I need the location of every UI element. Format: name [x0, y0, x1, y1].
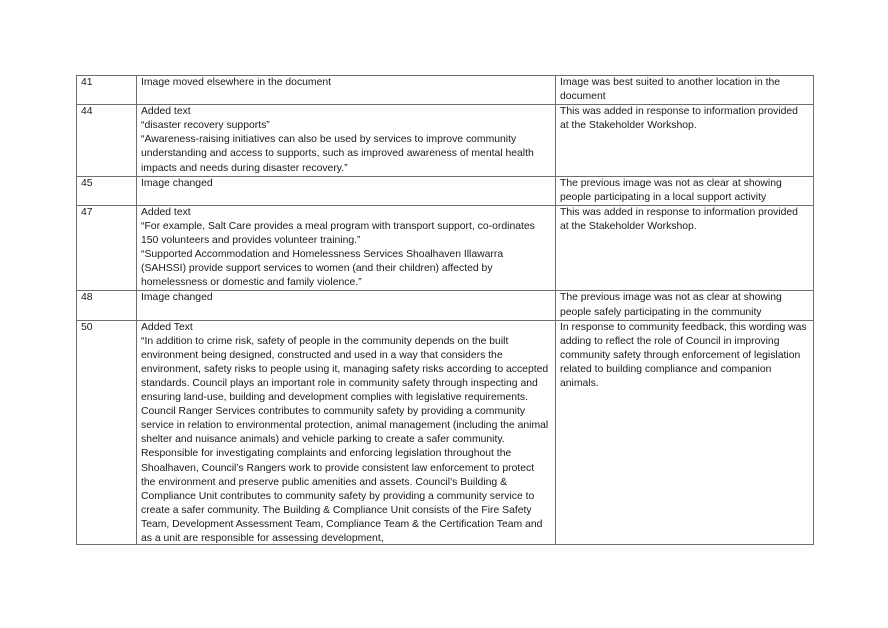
change-text: Image moved elsewhere in the document [141, 77, 332, 88]
change-text: Image changed [141, 292, 213, 304]
change-cell [137, 76, 556, 105]
page-number-cell: 44 [77, 105, 137, 176]
page-number-cell: 50 [77, 320, 137, 544]
reason-cell: The previous image was not as clear at showing people safely participating in the community [556, 291, 814, 320]
page-number-cell: 47 [77, 205, 137, 291]
change-quote: “Awareness-raising initiatives can also be used by services to improve community understanding and access to supports, such as improved awareness of mental health impacts and needs during disaster recovery.” [141, 134, 534, 174]
reason-cell: This was added in response to information provided at the Stakeholder Workshop. [556, 105, 814, 176]
change-text: Image changed [141, 177, 213, 189]
table-row [77, 205, 814, 291]
change-quote: “For example, Salt Care provides a meal program with transport support, co-ordinates 150 volunteers and provides volunteer training.” [141, 220, 535, 247]
changes-table [76, 75, 814, 545]
change-heading: Added Text [141, 321, 193, 333]
table-row [77, 176, 814, 205]
reason-cell: The previous image was not as clear at showing people participating in a local support activity [556, 176, 814, 205]
change-heading: Added text [141, 106, 191, 118]
page-number-cell: 48 [77, 291, 137, 320]
reason-cell: Image was best suited to another location in the document [556, 76, 814, 105]
change-cell [137, 205, 556, 291]
change-cell [137, 291, 556, 320]
change-cell [137, 105, 556, 176]
change-cell [137, 176, 556, 205]
page-number-cell: 45 [77, 176, 137, 205]
change-heading: Added text [141, 206, 191, 218]
page-number-cell: 41 [77, 76, 137, 105]
change-quote: “disaster recovery supports” [141, 120, 270, 132]
reason-cell: In response to community feedback, this wording was adding to reflect the role of Council in improving community safety through enforcement of legislation related to building compliance and companion animals. [556, 320, 814, 544]
table-row [77, 320, 814, 544]
change-cell [137, 320, 556, 544]
change-quote: “In addition to crime risk, safety of people in the community depends on the built environment being designed, constructed and used in a way that considers the environment, safety risks to people using it, managing safety risks according to accepted standards. Council plays an important role in community safety through inspecting and ensuring land-use, building and development complies with legislative requirements. Council Ranger Services contributes to community safety by providing a community service in relation to environmental protection, animal management (including the animal shelter and nuisance animals) and vehicle parking to create a safer community. Responsible for investigating complaints and enforcing legislation throughout the Shoalhaven, Council’s Rangers work to provide consistent law enforcement to protect the environment and preserve public amenities and assets. Council’s Building & Compliance Unit contributes to community safety by providing a community service to create a safer community. The Building & Compliance Unit consists of the Fire Safety Team, Development Assessment Team, Compliance Team & the Certification Team and as a unit are responsible for assessing development, [141, 335, 549, 544]
change-quote: “Supported Accommodation and Homelessness Services Shoalhaven Illawarra (SAHSSI) provide support services to women (and their children) affected by homelessness or domestic and family violence.” [141, 249, 504, 289]
table-row [77, 105, 814, 176]
table-row [77, 76, 814, 105]
table-row [77, 291, 814, 320]
change-clip [141, 321, 551, 544]
reason-cell: This was added in response to information provided at the Stakeholder Workshop. [556, 205, 814, 291]
